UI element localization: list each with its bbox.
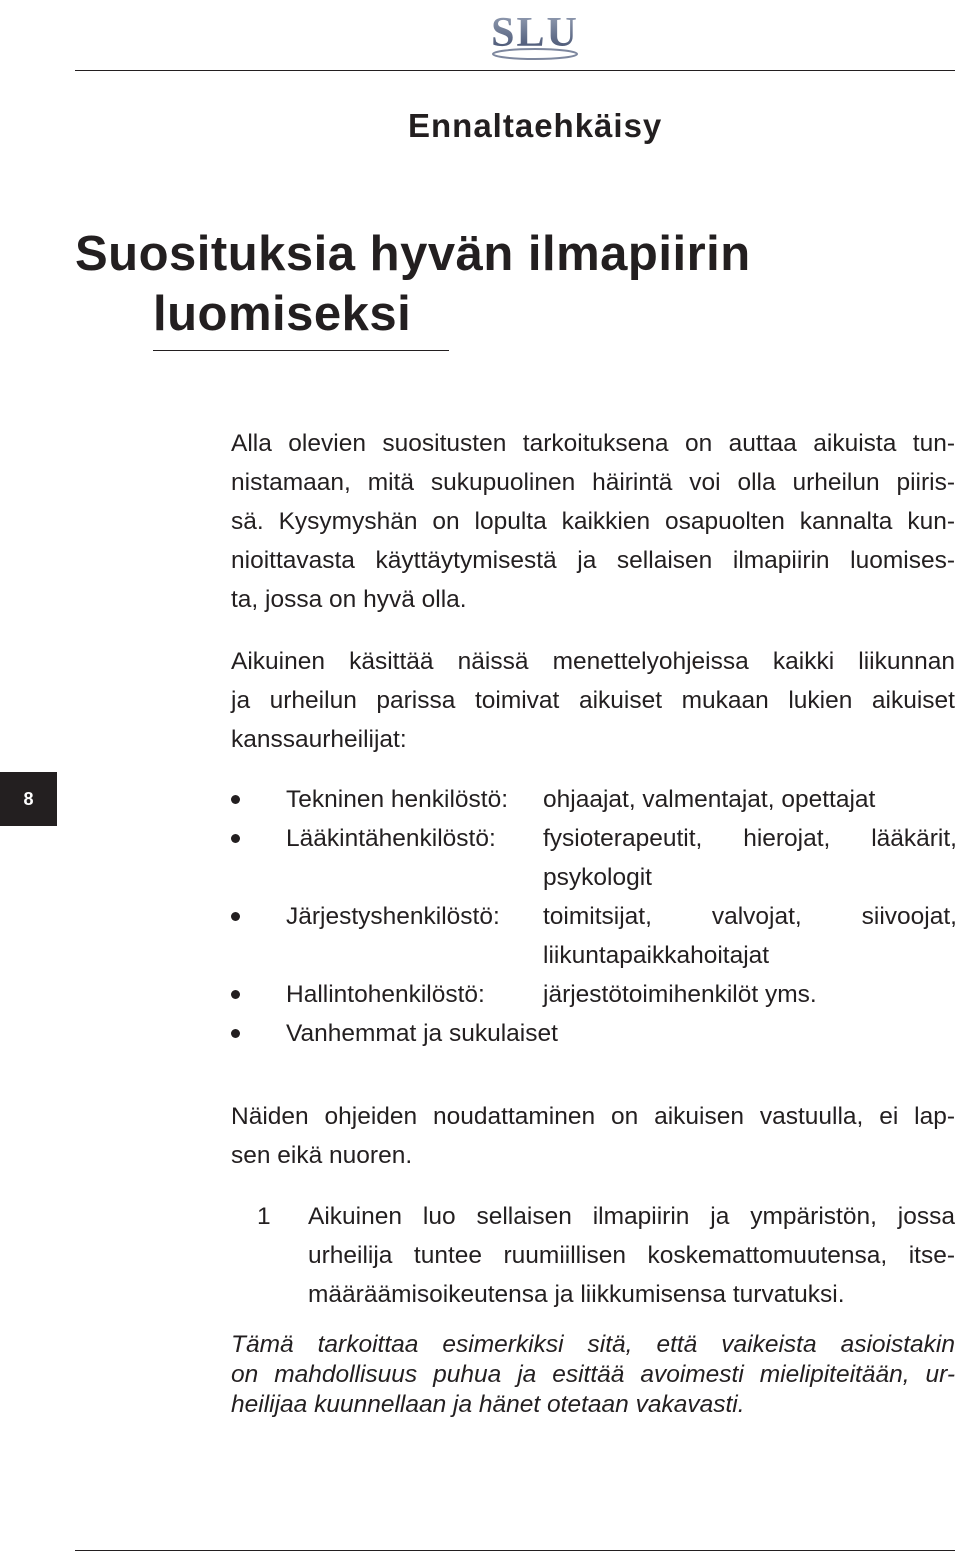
text-line: urheilija tuntee ruumiillisen koskemattomuutensa, itse- xyxy=(308,1242,955,1269)
page-title-line: Suosituksia hyvän ilmapiirin xyxy=(75,227,751,281)
list-item xyxy=(231,897,957,975)
list-item xyxy=(231,780,957,819)
staff-role: Järjestyshenkilöstö: xyxy=(286,903,500,930)
staff-role: Vanhemmat ja sukulaiset xyxy=(286,1020,558,1047)
page-title xyxy=(75,224,751,344)
text-line: Aikuinen käsittää näissä menettelyohjeissa kaikki liikunnan xyxy=(231,648,955,675)
text-line: fysioterapeutit, hierojat, lääkärit, xyxy=(543,825,957,852)
slu-logo xyxy=(485,6,585,64)
bullet-icon xyxy=(231,912,240,921)
text-line: sen eikä nuoren. xyxy=(231,1142,413,1169)
adults-paragraph xyxy=(231,642,955,759)
text-line: Alla olevien suositusten tarkoituksena on auttaa aikuista tun- xyxy=(231,430,955,457)
staff-role: Hallintohenkilöstö: xyxy=(286,981,485,1008)
responsibility-paragraph xyxy=(231,1097,955,1175)
text-line: nistamaan, mitä sukupuolinen häirintä voi olla urheilun piiris- xyxy=(231,469,955,496)
rule-item xyxy=(231,1197,955,1314)
page-title-line: luomiseksi xyxy=(153,287,412,341)
staff-list xyxy=(231,780,957,1053)
explanation-paragraph xyxy=(231,1330,955,1420)
list-item xyxy=(231,975,957,1014)
text-line: Näiden ohjeiden noudattaminen on aikuisen vastuulla, ei lap- xyxy=(231,1103,955,1130)
list-item xyxy=(231,819,957,897)
text-line: Aikuinen luo sellaisen ilmapiirin ja ympäristön, jossa xyxy=(308,1203,955,1230)
bullet-icon xyxy=(231,990,240,999)
staff-role: Tekninen henkilöstö: xyxy=(286,786,509,813)
staff-description xyxy=(543,780,957,819)
footer-rule xyxy=(75,1550,955,1551)
text-line: heilijaa kuunnellaan ja hänet otetaan vakavasti. xyxy=(231,1391,745,1418)
staff-description xyxy=(543,819,957,897)
svg-text:SLU: SLU xyxy=(491,10,579,56)
intro-paragraph xyxy=(231,424,955,619)
text-line: sä. Kysymyshän on lopulta kaikkien osapuolten kannalta kun- xyxy=(231,508,955,535)
title-rule xyxy=(153,350,449,351)
text-line: määräämisoikeutensa ja liikkumisensa turvatuksi. xyxy=(308,1281,845,1308)
staff-role: Lääkintähenkilöstö: xyxy=(286,825,496,852)
staff-description xyxy=(543,975,957,1014)
text-line: ja urheilun parissa toimivat aikuiset mukaan lukien aikuiset xyxy=(231,687,955,714)
text-line: nioittavasta käyttäytymisestä ja sellaisen ilmapiirin luomises- xyxy=(231,547,955,574)
page-number: 8 xyxy=(23,788,34,809)
header-rule xyxy=(75,70,955,71)
text-line: kanssaurheilijat: xyxy=(231,726,407,753)
text-line: toimitsijat, valvojat, siivoojat, xyxy=(543,903,957,930)
page-number-tab xyxy=(0,772,57,826)
text-line: ta, jossa on hyvä olla. xyxy=(231,586,467,613)
bullet-icon xyxy=(231,1029,240,1038)
text-line: liikuntapaikkahoitajat xyxy=(543,942,770,969)
list-item xyxy=(231,1014,957,1053)
text-line: on mahdollisuus puhua ja esittää avoimesti mielipiteitään, ur- xyxy=(231,1361,955,1388)
text-line: psykologit xyxy=(543,864,652,891)
rule-text xyxy=(308,1197,955,1314)
rule-number: 1 xyxy=(257,1203,271,1230)
text-line: Tämä tarkoittaa esimerkiksi sitä, että vaikeista asioistakin xyxy=(231,1331,955,1358)
section-heading: Ennaltaehkäisy xyxy=(408,107,663,144)
text-line: ohjaajat, valmentajat, opettajat xyxy=(543,786,876,813)
text-line: järjestötoimihenkilöt yms. xyxy=(543,981,817,1008)
staff-description xyxy=(543,897,957,975)
bullet-icon xyxy=(231,834,240,843)
bullet-icon xyxy=(231,795,240,804)
